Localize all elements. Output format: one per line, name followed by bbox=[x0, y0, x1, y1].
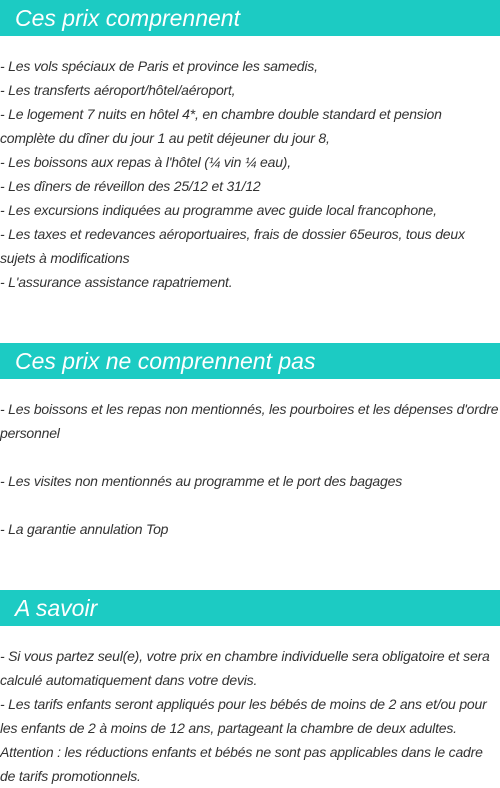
section-not-included bbox=[0, 343, 500, 541]
section-good-to-know bbox=[0, 590, 500, 788]
included-item: - Les boissons aux repas à l'hôtel (¼ vin ¼ eau), bbox=[0, 154, 291, 170]
section-title-not-included: Ces prix ne comprennent pas bbox=[0, 343, 500, 379]
not-included-item: - La garantie annulation Top bbox=[0, 521, 169, 537]
included-item: - L'assurance assistance rapatriement. bbox=[0, 274, 233, 290]
included-item: - Les dîners de réveillon des 25/12 et 31/12 bbox=[0, 178, 261, 194]
included-item: - Les taxes et redevances aéroportuaires, frais de dossier 65euros, tous deux sujets à modifications bbox=[0, 226, 465, 266]
not-included-item: - Les visites non mentionnés au programme et le port des bagages bbox=[0, 473, 402, 489]
section-title-included: Ces prix comprennent bbox=[0, 0, 500, 36]
not-included-list bbox=[0, 397, 500, 541]
good-to-know-item: - Les tarifs enfants seront appliqués pour les bébés de moins de 2 ans et/ou pour les enfants de 2 à moins de 12 ans, partageant la chambre de deux adultes. bbox=[0, 696, 487, 736]
good-to-know-item: Attention : les réductions enfants et bébés ne sont pas applicables dans le cadre de tarifs promotionnels. bbox=[0, 744, 483, 784]
included-item: - Le logement 7 nuits en hôtel 4*, en chambre double standard et pension complète du dîner du jour 1 au petit déjeuner du jour 8, bbox=[0, 106, 442, 146]
good-to-know-list bbox=[0, 644, 500, 788]
included-item: - Les vols spéciaux de Paris et province les samedis, bbox=[0, 58, 318, 74]
not-included-item: - Les boissons et les repas non mentionnés, les pourboires et les dépenses d'ordre personnel bbox=[0, 401, 499, 441]
included-item: - Les excursions indiquées au programme avec guide local francophone, bbox=[0, 202, 437, 218]
section-included bbox=[0, 0, 500, 294]
good-to-know-item: - Si vous partez seul(e), votre prix en chambre individuelle sera obligatoire et sera calculé automatiquement dans votre devis. bbox=[0, 648, 490, 688]
included-item: - Les transferts aéroport/hôtel/aéroport, bbox=[0, 82, 236, 98]
section-title-good-to-know: A savoir bbox=[0, 590, 500, 626]
included-list bbox=[0, 54, 500, 294]
